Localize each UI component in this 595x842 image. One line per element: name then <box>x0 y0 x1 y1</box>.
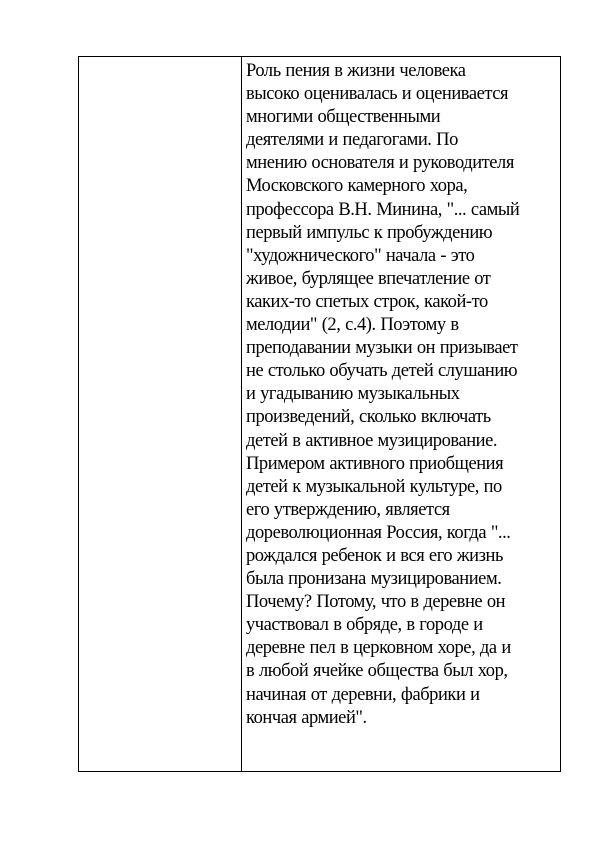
text-line: была пронизана музицированием. <box>246 569 502 590</box>
text-line: преподавании музыки он призывает <box>246 338 518 359</box>
text-line: мелодии" (2, с.4). Поэтому в <box>246 315 459 336</box>
text-line: Роль пения в жизни человека <box>246 61 466 81</box>
text-line: деревне пел в церковном хоре, да и <box>246 638 511 659</box>
text-line: его утверждению, является <box>246 499 450 520</box>
text-line: произведений, сколько включать <box>246 407 491 428</box>
text-line: живое, бурлящее впечатление от <box>246 268 491 289</box>
text-line: мнению основателя и руководителя <box>246 153 514 174</box>
text-line: не столько обучать детей слушанию <box>246 361 518 382</box>
text-line: участвовал в обряде, в городе и <box>246 615 483 636</box>
table-row <box>79 57 561 772</box>
text-line: рождался ребенок и вся его жизнь <box>246 545 503 566</box>
text-line: начиная от деревни, фабрики и <box>246 684 480 705</box>
text-line: и угадыванию музыкальных <box>246 384 460 405</box>
text-line: в любой ячейке общества был хор, <box>246 661 508 682</box>
text-line: "художнического" начала - это <box>246 245 475 266</box>
text-line: детей в активное музицирование. <box>246 430 498 451</box>
text-line: Примером активного приобщения <box>246 453 504 474</box>
table-cell-right <box>242 57 561 772</box>
text-line: многими общественными <box>246 107 441 128</box>
text-line: Почему? Потому, что в деревне он <box>246 592 506 613</box>
text-line: детей к музыкальной культуре, по <box>246 476 502 497</box>
text-line: Московского камерного хора, <box>246 176 468 197</box>
text-line: профессора В.Н. Минина, "... самый <box>246 199 520 220</box>
text-line: высоко оценивалась и оценивается <box>246 84 509 105</box>
text-line: первый импульс к пробуждению <box>246 222 493 243</box>
content-table <box>78 56 561 772</box>
paragraph-text <box>242 57 560 730</box>
text-line: кончая армией". <box>246 707 367 728</box>
table-cell-left <box>79 57 242 772</box>
text-line: деятелями и педагогами. По <box>246 130 458 151</box>
text-line: каких-то спетых строк, какой-то <box>246 291 488 312</box>
text-line: дореволюционная Россия, когда "... <box>246 522 511 543</box>
